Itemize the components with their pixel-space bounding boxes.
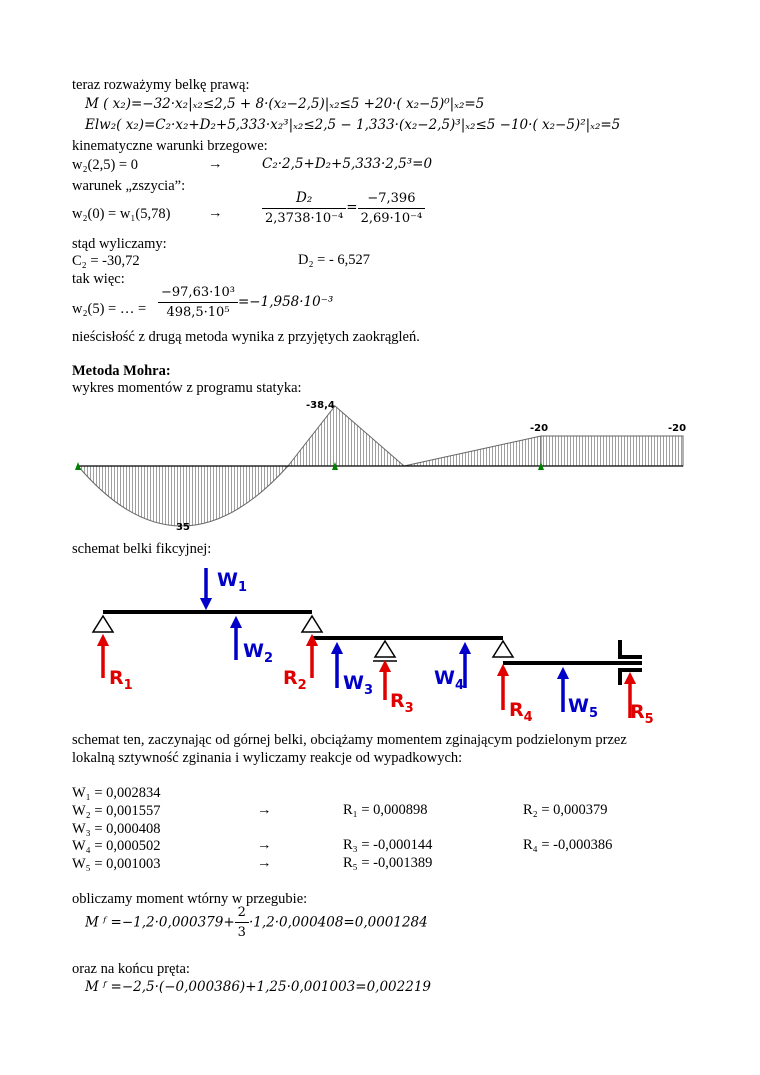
fictitious-label: schemat belki fikcyjnej: (72, 541, 212, 557)
c2-value: C₂ = -30,72 (72, 253, 140, 269)
label-r5: $R_5$ (630, 701, 654, 725)
label-w4: $W_4$ (434, 667, 465, 693)
fraction-ratio (358, 191, 426, 226)
mf2-equation: M ᶠ =−2,5·(−0,000386)+1,25·0,001003=0,002219 (85, 979, 431, 995)
fraction-ratio-num: −7,396 (358, 191, 426, 209)
arrow-1: → (208, 156, 223, 172)
w25-result: =−1,958·10⁻³ (238, 293, 334, 310)
moment-diagram (0, 396, 760, 536)
result-w1: W₁ = 0,002834 (72, 785, 161, 801)
compute-label: stąd wyliczamy: (72, 236, 167, 252)
label-r4: $R_4$ (509, 699, 533, 725)
moment-peak (288, 406, 404, 466)
d2-value: D₂ = - 6,527 (298, 252, 371, 268)
result-w5: W₅ = 0,001003 (72, 856, 161, 872)
label-peak: -38,4 (306, 400, 335, 411)
support-triangle-4 (493, 641, 513, 657)
label-r1: $R_1$ (109, 667, 133, 693)
result-r2: R₂ = 0,000379 (523, 802, 608, 818)
secondary-moment-label: obliczamy moment wtórny w przegubie: (72, 891, 308, 907)
result-r1: R₁ = 0,000898 (343, 802, 428, 818)
kinematic-label: kinematyczne warunki brzegowe: (72, 138, 268, 154)
fictitious-beam (0, 560, 760, 725)
mf1-left: M ᶠ =−1,2·0,000379+ (85, 914, 235, 931)
mohra-heading-text: Metoda Mohra: (72, 363, 171, 379)
mf1-equation (85, 905, 428, 940)
result-r4: R₄ = -0,000386 (523, 837, 613, 853)
fraction-w25-den: 498,5·10⁵ (166, 305, 230, 320)
end-label: oraz na końcu pręta: (72, 961, 190, 977)
label-left20: -20 (530, 423, 549, 434)
w25-left: w₂(5) = … = (72, 301, 147, 317)
label-r3: $R_3$ (390, 690, 414, 716)
fraction-d2 (262, 190, 346, 226)
arrow-r1-result: → (257, 802, 272, 818)
scheme-text-2: lokalną sztywność zginania i wyliczamy reakcje od wypadkowych: (72, 750, 463, 766)
zszycia-label: warunek „zszycia”: (72, 178, 186, 194)
fraction-w25-num: −97,63·10³ (158, 285, 238, 303)
fraction-ratio-den: 2,69·10⁻⁴ (360, 210, 423, 226)
label-right20: -20 (668, 423, 687, 434)
result-w2: W₂ = 0,001557 (72, 803, 161, 819)
label-w1: $W_1$ (217, 569, 248, 595)
intro-line: teraz rozważymy belkę prawą: (72, 77, 250, 93)
arrow-r3-result: → (257, 837, 272, 853)
fraction-d2-num: D₂ (262, 190, 346, 209)
support-triangle-2 (302, 616, 322, 632)
result-w4: W₄ = 0,000502 (72, 838, 161, 854)
scheme-text-1: schemat ten, zaczynając od górnej belki, obciążamy momentem zginającym podzielonym przez (72, 732, 627, 748)
moment-constant (541, 436, 683, 466)
condition-2-left: w₂(0) = w₁(5,78) (72, 206, 171, 222)
moment-equation: M ( x₂)=−32·x₂|ₓ₂≤2,5 + 8·(x₂−2,5)|ₓ₂≤5 +20·( x₂−5)⁰|ₓ₂=5 (85, 96, 485, 112)
label-w3: $W_3$ (343, 672, 374, 698)
tak-wiec: tak więc: (72, 271, 125, 287)
equals-sign: = (346, 199, 358, 216)
clamp-top (620, 640, 642, 657)
fraction-two-thirds-den: 3 (237, 925, 246, 940)
condition-1-left: w₂(2,5) = 0 (72, 157, 138, 173)
fraction-two-thirds (235, 905, 249, 940)
moment-diagram-label: wykres momentów z programu statyka: (72, 380, 302, 396)
fraction-d2-den: 2,3738·10⁻⁴ (265, 211, 344, 226)
label-w5: $W_5$ (568, 695, 599, 721)
label-min: 35 (176, 522, 190, 533)
w25-fraction (158, 285, 333, 320)
fraction-w25 (158, 285, 238, 320)
label-r2: $R_2$ (283, 667, 307, 693)
fraction-two-thirds-num: 2 (235, 905, 249, 923)
condition-1-right: C₂·2,5+D₂+5,333·2,5³=0 (262, 156, 433, 172)
arrow-2: → (208, 205, 223, 221)
support-triangle-1 (93, 616, 113, 632)
result-r5: R₅ = -0,001389 (343, 855, 433, 871)
mohra-heading (72, 362, 171, 380)
moment-curve-left (78, 466, 288, 526)
mf1-right: ·1,2·0,000408=0,0001284 (248, 914, 428, 931)
result-r3: R₃ = -0,000144 (343, 837, 433, 853)
support-triangle-3 (375, 641, 395, 657)
deflection-equation: Elw₂( x₂)=C₂·x₂+D₂+5,333·x₂³|ₓ₂≤2,5 − 1,333·(x₂−2,5)³|ₓ₂≤5 −10·( x₂−5)²|ₓ₂=5 (85, 117, 621, 133)
label-w2: $W_2$ (243, 640, 274, 666)
condition-2-fraction (262, 190, 425, 226)
result-w3: W₃ = 0,000408 (72, 821, 161, 837)
moment-rising (404, 436, 541, 466)
arrow-r5-result: → (257, 855, 272, 871)
discrepancy-note: nieścisłość z drugą metoda wynika z przyjętych zaokrągleń. (72, 329, 420, 345)
